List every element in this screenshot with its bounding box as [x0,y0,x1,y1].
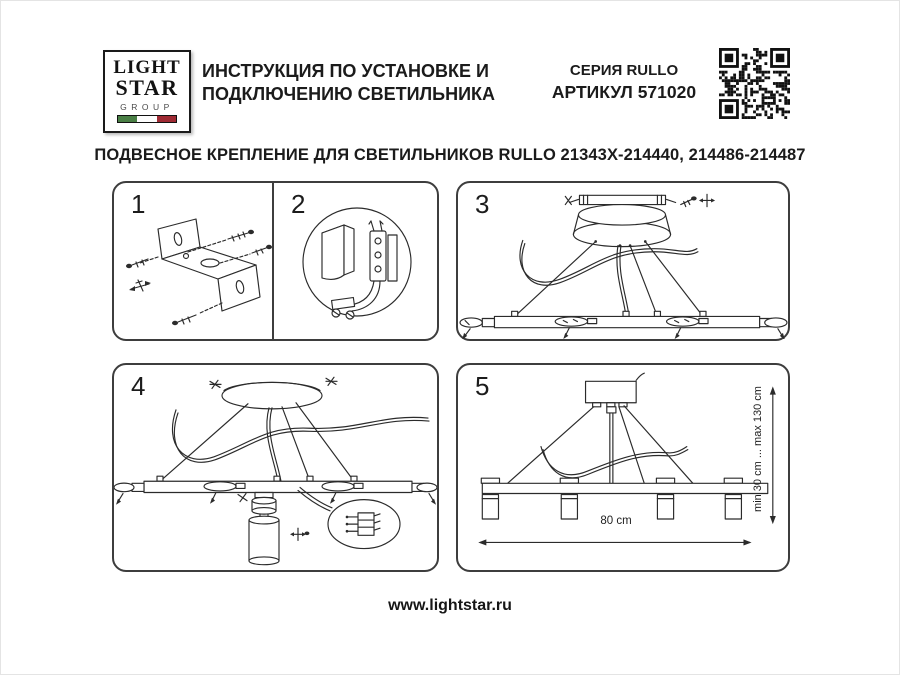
terminal-detail [328,500,400,549]
width-dimension-arrow [478,539,751,545]
mounting-bracket-drawing [126,219,272,325]
logo-flag-bar [117,115,177,123]
logo-word-light: LIGHT [113,57,181,78]
screw-direction-icon [129,280,151,291]
shade-4 [725,495,741,519]
panel-divider [272,183,274,339]
panel-steps-1-2 [112,181,439,341]
step-number-2: 2 [291,189,306,219]
title-line-1: ИНСТРУКЦИЯ ПО УСТАНОВКЕ И [202,61,489,81]
flag-red-segment [157,116,176,122]
sparkle-left [210,380,221,388]
strip-screw-right [667,199,676,202]
flag-white-segment [137,116,156,122]
bar-end-right [412,483,437,505]
screw-bottom [172,315,196,325]
bar-end-right [760,318,787,339]
step-number-3: 3 [475,189,490,219]
panel-step-4 [112,363,439,572]
sparkle-right [326,377,337,385]
strip-screw-left [565,196,578,204]
sparkle-socket [238,494,247,502]
flag-green-segment [118,116,137,122]
height-dimension-arrow [770,386,776,524]
logo-word-group: GROUP [120,102,174,112]
qr-code-icon [719,48,790,119]
width-dimension-label: 80 cm [600,515,632,527]
lightstar-logo [103,50,191,133]
qr-code-svg [719,48,790,119]
shade-1 [482,495,498,519]
screw-left [126,259,148,268]
article-label: АРТИКУЛ 571020 [551,82,697,102]
series-block [546,62,702,103]
screw-right-top [228,230,254,241]
step-number-4: 4 [131,371,146,401]
bar-end-left [460,318,494,339]
wiring-detail-drawing [303,208,411,319]
cylinder-shade [249,516,279,565]
screw-direction-icon [290,528,309,540]
screw-right-mid [252,245,272,255]
bar-end-left [114,483,144,505]
logo-word-star: STAR [115,75,179,100]
site-url: www.lightstar.ru [388,597,512,614]
series-label: СЕРИЯ RULLO [569,62,679,79]
height-dimension-label: min 30 cm ... max 130 cm [752,386,764,512]
panel-step-5 [456,363,790,572]
final-assembly-diagram [458,365,788,570]
title-line-2: ПОДКЛЮЧЕНИЮ СВЕТИЛЬНИКА [202,83,496,104]
shade-installation-diagram [114,365,437,570]
panel-step-3 [456,181,790,341]
step-number-1: 1 [131,189,146,219]
lamp-socket [252,492,276,517]
page-title [202,60,502,105]
suspension-mounting-diagram [458,183,788,339]
step-number-5: 5 [475,371,490,401]
screw-and-arrows-icon [681,194,715,206]
bracket-and-wiring-diagram [114,183,437,339]
subtitle: ПОДВЕСНОЕ КРЕПЛЕНИЕ ДЛЯ СВЕТИЛЬНИКОВ RULLO 21343X-214440, 214486-214487 [94,146,806,164]
